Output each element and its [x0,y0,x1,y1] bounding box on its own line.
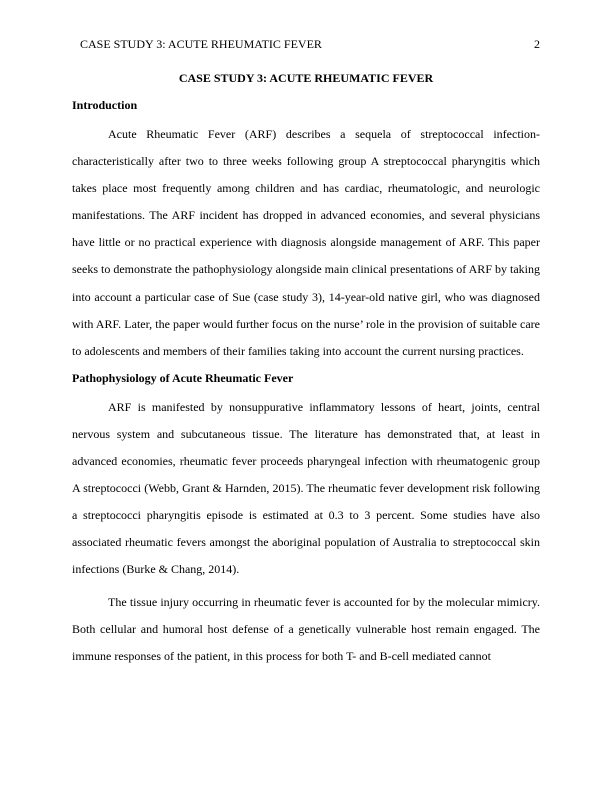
paragraph-pathophysiology-2: The tissue injury occurring in rheumatic fever is accounted for by the molecular mimicry. Both cellular and humoral host defense of a genetically vulnerable host remain engaged. The immune responses of the patient, in this process for both T- and B-cell mediated cannot [72,594,540,663]
page-number: 2 [534,37,540,51]
section-heading-pathophysiology: Pathophysiology of Acute Rheumatic Fever [72,370,294,385]
running-head-title: CASE STUDY 3: ACUTE RHEUMATIC FEVER [80,37,322,51]
paragraph-introduction: Acute Rheumatic Fever (ARF) describes a sequela of streptococcal infection-characteristically after two to three weeks following group A streptococcal pharyngitis which takes place most frequently among children and has cardiac, rheumatologic, and neurologic manifestations. The ARF incident has dropped in advanced economies, and several physicians have little or no practical experience with diagnosis alongside management of ARF. This paper seeks to demonstrate the pathophysiology alongside main clinical presentations of ARF by taking into account a particular case of Sue (case study 3), 14-year-old native girl, who was diagnosed with ARF. Later, the paper would further focus on the nurse’ role in the provision of suitable care to adolescents and members of their families taking into account the current nursing practices. [72,127,540,358]
document-body [72,70,540,670]
document-title: CASE STUDY 3: ACUTE RHEUMATIC FEVER [178,71,434,85]
paragraph-pathophysiology-1: ARF is manifested by nonsuppurative inflammatory lessons of heart, joints, central nervous system and subcutaneous tissue. The literature has demonstrated that, at least in advanced economies, rheumatic fever proceeds pharyngeal infection with rheumatogenic group A streptococci (Webb, Grant & Harnden, 2015). The rheumatic fever development risk following a streptococci pharyngitis episode is estimated at 0.3 to 3 percent. Some studies have also associated rheumatic fevers amongst the aboriginal population of Australia to streptococcal skin infections (Burke & Chang, 2014). [72,399,540,577]
section-heading-introduction: Introduction [72,98,138,112]
running-head [80,36,540,52]
